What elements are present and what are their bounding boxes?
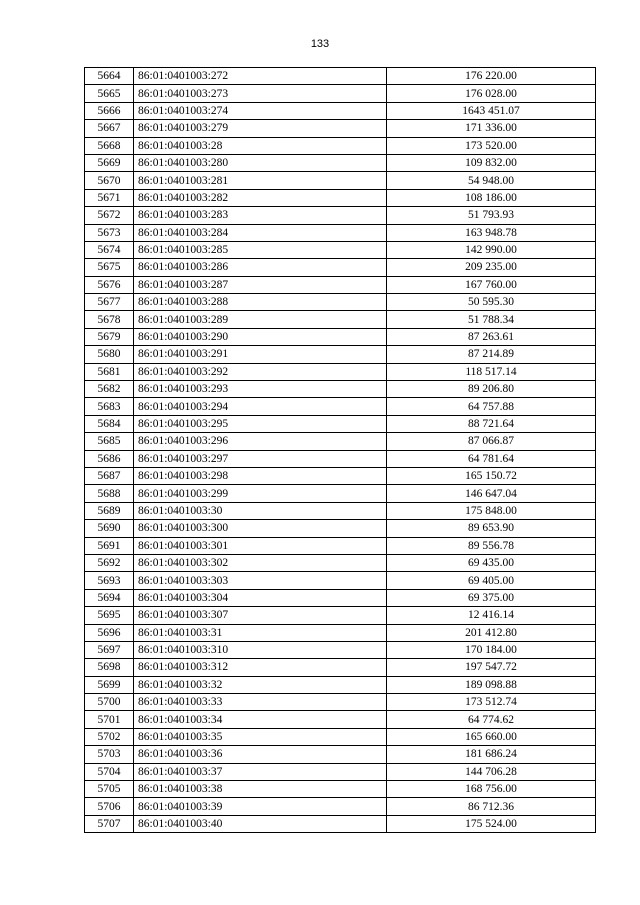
row-number: 5693: [85, 572, 134, 589]
cadastral-number: 86:01:0401003:30: [134, 502, 387, 519]
row-number: 5707: [85, 815, 134, 832]
table-row: [85, 294, 596, 311]
page-number: 133: [310, 38, 330, 50]
table-row: [85, 676, 596, 693]
table-row: [85, 798, 596, 815]
cadastral-value: 175 848.00: [387, 502, 596, 519]
cadastral-number: 86:01:0401003:295: [134, 415, 387, 432]
row-number: 5685: [85, 433, 134, 450]
cadastral-number: 86:01:0401003:285: [134, 241, 387, 258]
table-row: [85, 450, 596, 467]
table-row: [85, 554, 596, 571]
cadastral-value: 173 512.74: [387, 694, 596, 711]
table-row: [85, 137, 596, 154]
cadastral-value: 12 416.14: [387, 607, 596, 624]
cadastral-value: 165 150.72: [387, 467, 596, 484]
cadastral-value: 64 774.62: [387, 711, 596, 728]
cadastral-value: 64 757.88: [387, 398, 596, 415]
cadastral-number: 86:01:0401003:294: [134, 398, 387, 415]
cadastral-number: 86:01:0401003:287: [134, 276, 387, 293]
row-number: 5690: [85, 520, 134, 537]
table-row: [85, 815, 596, 832]
table-row: [85, 694, 596, 711]
table-row: [85, 85, 596, 102]
table-row: [85, 172, 596, 189]
cadastral-number: 86:01:0401003:282: [134, 189, 387, 206]
cadastral-value: 144 706.28: [387, 763, 596, 780]
cadastral-value: 209 235.00: [387, 259, 596, 276]
table-row: [85, 537, 596, 554]
table-row: [85, 641, 596, 658]
row-number: 5701: [85, 711, 134, 728]
row-number: 5672: [85, 207, 134, 224]
table-row: [85, 120, 596, 137]
cadastral-number: 86:01:0401003:307: [134, 607, 387, 624]
cadastral-value: 109 832.00: [387, 154, 596, 171]
row-number: 5678: [85, 311, 134, 328]
table-row: [85, 607, 596, 624]
cadastral-number: 86:01:0401003:303: [134, 572, 387, 589]
cadastral-value: 108 186.00: [387, 189, 596, 206]
table-body: [85, 68, 596, 833]
cadastral-value: 146 647.04: [387, 485, 596, 502]
row-number: 5666: [85, 102, 134, 119]
row-number: 5679: [85, 328, 134, 345]
row-number: 5684: [85, 415, 134, 432]
cadastral-value: 88 721.64: [387, 415, 596, 432]
cadastral-value: 170 184.00: [387, 641, 596, 658]
row-number: 5665: [85, 85, 134, 102]
row-number: 5681: [85, 363, 134, 380]
cadastral-number: 86:01:0401003:302: [134, 554, 387, 571]
cadastral-number: 86:01:0401003:33: [134, 694, 387, 711]
row-number: 5677: [85, 294, 134, 311]
cadastral-value: 176 220.00: [387, 68, 596, 85]
table-row: [85, 381, 596, 398]
row-number: 5675: [85, 259, 134, 276]
cadastral-number: 86:01:0401003:293: [134, 381, 387, 398]
table-row: [85, 746, 596, 763]
cadastral-value: 64 781.64: [387, 450, 596, 467]
cadastral-number: 86:01:0401003:299: [134, 485, 387, 502]
row-number: 5667: [85, 120, 134, 137]
cadastral-value: 175 524.00: [387, 815, 596, 832]
cadastral-value: 1643 451.07: [387, 102, 596, 119]
row-number: 5691: [85, 537, 134, 554]
cadastral-value: 54 948.00: [387, 172, 596, 189]
cadastral-number: 86:01:0401003:28: [134, 137, 387, 154]
cadastral-number: 86:01:0401003:286: [134, 259, 387, 276]
row-number: 5686: [85, 450, 134, 467]
cadastral-value-table: [84, 67, 596, 833]
row-number: 5689: [85, 502, 134, 519]
table-row: [85, 502, 596, 519]
cadastral-value: 69 375.00: [387, 589, 596, 606]
cadastral-value: 189 098.88: [387, 676, 596, 693]
cadastral-value: 69 435.00: [387, 554, 596, 571]
row-number: 5697: [85, 641, 134, 658]
cadastral-value: 167 760.00: [387, 276, 596, 293]
row-number: 5698: [85, 659, 134, 676]
cadastral-number: 86:01:0401003:301: [134, 537, 387, 554]
cadastral-number: 86:01:0401003:296: [134, 433, 387, 450]
table-row: [85, 763, 596, 780]
table-row: [85, 589, 596, 606]
table-row: [85, 398, 596, 415]
table-row: [85, 68, 596, 85]
cadastral-value: 51 793.93: [387, 207, 596, 224]
table-row: [85, 781, 596, 798]
cadastral-value: 51 788.34: [387, 311, 596, 328]
row-number: 5683: [85, 398, 134, 415]
row-number: 5676: [85, 276, 134, 293]
cadastral-number: 86:01:0401003:34: [134, 711, 387, 728]
table-row: [85, 259, 596, 276]
row-number: 5692: [85, 554, 134, 571]
cadastral-number: 86:01:0401003:292: [134, 363, 387, 380]
row-number: 5705: [85, 781, 134, 798]
row-number: 5699: [85, 676, 134, 693]
row-number: 5680: [85, 346, 134, 363]
table-row: [85, 485, 596, 502]
cadastral-number: 86:01:0401003:284: [134, 224, 387, 241]
cadastral-value: 181 686.24: [387, 746, 596, 763]
cadastral-value: 176 028.00: [387, 85, 596, 102]
cadastral-number: 86:01:0401003:36: [134, 746, 387, 763]
cadastral-number: 86:01:0401003:40: [134, 815, 387, 832]
table-row: [85, 346, 596, 363]
table-row: [85, 520, 596, 537]
row-number: 5702: [85, 728, 134, 745]
table-row: [85, 276, 596, 293]
cadastral-number: 86:01:0401003:290: [134, 328, 387, 345]
cadastral-value: 89 653.90: [387, 520, 596, 537]
row-number: 5668: [85, 137, 134, 154]
cadastral-number: 86:01:0401003:310: [134, 641, 387, 658]
cadastral-value: 201 412.80: [387, 624, 596, 641]
table-row: [85, 102, 596, 119]
table-row: [85, 311, 596, 328]
cadastral-value: 168 756.00: [387, 781, 596, 798]
cadastral-number: 86:01:0401003:300: [134, 520, 387, 537]
table-row: [85, 363, 596, 380]
row-number: 5695: [85, 607, 134, 624]
cadastral-value: 197 547.72: [387, 659, 596, 676]
table-row: [85, 241, 596, 258]
cadastral-number: 86:01:0401003:37: [134, 763, 387, 780]
table-row: [85, 415, 596, 432]
table-row: [85, 224, 596, 241]
row-number: 5694: [85, 589, 134, 606]
cadastral-number: 86:01:0401003:297: [134, 450, 387, 467]
cadastral-number: 86:01:0401003:298: [134, 467, 387, 484]
cadastral-value: 69 405.00: [387, 572, 596, 589]
table-row: [85, 711, 596, 728]
cadastral-number: 86:01:0401003:31: [134, 624, 387, 641]
row-number: 5664: [85, 68, 134, 85]
cadastral-number: 86:01:0401003:38: [134, 781, 387, 798]
row-number: 5696: [85, 624, 134, 641]
cadastral-value: 163 948.78: [387, 224, 596, 241]
table-row: [85, 189, 596, 206]
row-number: 5673: [85, 224, 134, 241]
row-number: 5687: [85, 467, 134, 484]
cadastral-number: 86:01:0401003:274: [134, 102, 387, 119]
cadastral-value: 165 660.00: [387, 728, 596, 745]
row-number: 5669: [85, 154, 134, 171]
row-number: 5671: [85, 189, 134, 206]
cadastral-number: 86:01:0401003:273: [134, 85, 387, 102]
row-number: 5682: [85, 381, 134, 398]
cadastral-number: 86:01:0401003:283: [134, 207, 387, 224]
row-number: 5674: [85, 241, 134, 258]
cadastral-value: 173 520.00: [387, 137, 596, 154]
cadastral-number: 86:01:0401003:288: [134, 294, 387, 311]
cadastral-number: 86:01:0401003:304: [134, 589, 387, 606]
cadastral-number: 86:01:0401003:312: [134, 659, 387, 676]
row-number: 5703: [85, 746, 134, 763]
cadastral-number: 86:01:0401003:35: [134, 728, 387, 745]
row-number: 5704: [85, 763, 134, 780]
cadastral-value: 118 517.14: [387, 363, 596, 380]
row-number: 5706: [85, 798, 134, 815]
cadastral-number: 86:01:0401003:39: [134, 798, 387, 815]
cadastral-number: 86:01:0401003:32: [134, 676, 387, 693]
table-row: [85, 572, 596, 589]
table-row: [85, 728, 596, 745]
cadastral-value: 86 712.36: [387, 798, 596, 815]
cadastral-number: 86:01:0401003:291: [134, 346, 387, 363]
cadastral-number: 86:01:0401003:272: [134, 68, 387, 85]
table-row: [85, 433, 596, 450]
cadastral-value: 87 263.61: [387, 328, 596, 345]
table-row: [85, 659, 596, 676]
table-row: [85, 154, 596, 171]
cadastral-number: 86:01:0401003:289: [134, 311, 387, 328]
cadastral-number: 86:01:0401003:281: [134, 172, 387, 189]
cadastral-value: 89 556.78: [387, 537, 596, 554]
cadastral-value: 87 066.87: [387, 433, 596, 450]
table-row: [85, 328, 596, 345]
cadastral-value: 50 595.30: [387, 294, 596, 311]
cadastral-value: 89 206.80: [387, 381, 596, 398]
cadastral-number: 86:01:0401003:280: [134, 154, 387, 171]
cadastral-value: 142 990.00: [387, 241, 596, 258]
cadastral-number: 86:01:0401003:279: [134, 120, 387, 137]
row-number: 5670: [85, 172, 134, 189]
row-number: 5700: [85, 694, 134, 711]
cadastral-value: 87 214.89: [387, 346, 596, 363]
row-number: 5688: [85, 485, 134, 502]
table-row: [85, 624, 596, 641]
table-row: [85, 467, 596, 484]
table-row: [85, 207, 596, 224]
cadastral-value: 171 336.00: [387, 120, 596, 137]
